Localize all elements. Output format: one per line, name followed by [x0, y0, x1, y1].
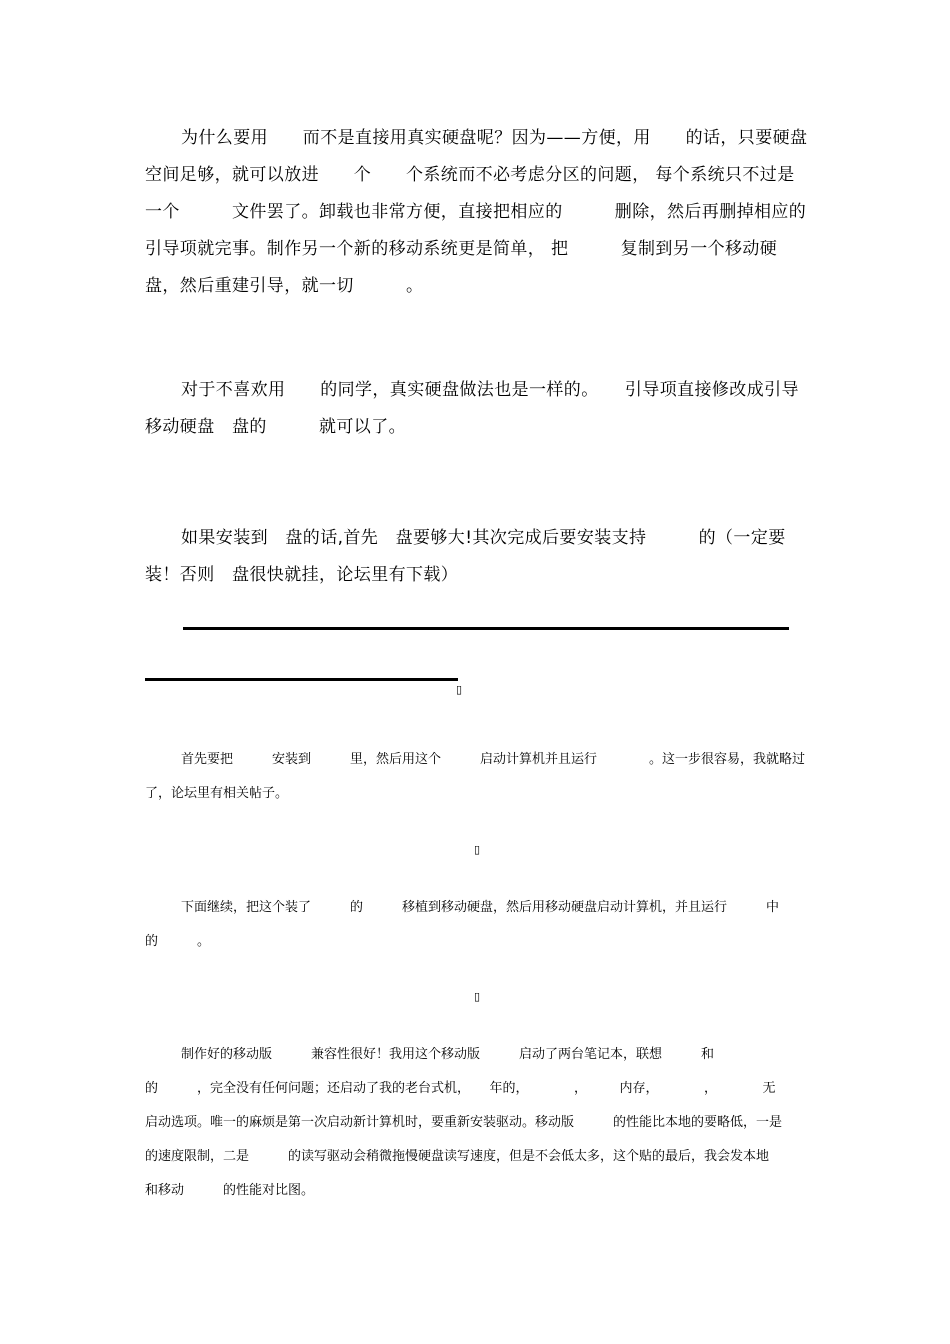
placeholder-marker: ▯ [474, 843, 481, 856]
placeholder-marker: ▯ [456, 683, 463, 696]
paragraph-first-step: 首先要把 安装到 里，然后用这个 启动计算机并且运行 。这一步很容易，我就略过了，论坛里有相关帖子。 [145, 752, 806, 801]
divider-line-1 [183, 627, 789, 630]
paragraph-why-virtual-disk: 为什么要用 而不是直接用真实硬盘呢？因为——方便，用 的话，只要硬盘空间足够，就可以放进 个 个系统而不必考虑分区的问题， 每个系统只不过是一个 文件罢了。卸载也非常方便，直接把相应的 删除，然后再删掉相应的 引导项就完事。制作另一个新的移动系统更是简单， 把 复制到另一个移动硬盘，然后重建引导，就一切 。 [145, 128, 859, 296]
paragraph-compatibility: 制作好的移动版 兼容性很好！我用这个移动版 启动了两台笔记本，联想 和 的 ，完全没有任何问题；还启动了我的老台式机， 年的， ， 内存， ， 无 启动选项。唯一的麻烦是第一次启动新计算机时，要重新安装驱动。移动版 的性能比本地的要略低，一是 的速度限制，二是 的读写驱动会稍微拖慢硬盘读写速度，但是不会低太多，这个贴的最后，我会发本地 和移动 的性能对比图。 [145, 1047, 835, 1198]
paragraph-continue: 下面继续，把这个装了 的 移植到移动硬盘，然后用移动硬盘启动计算机，并且运行 中的 。 [145, 900, 780, 949]
paragraph-install-drive: 如果安装到 盘的话,首先 盘要够大!其次完成后要安装支持 的（一定要装！否则 盘很快就挂，论坛里有下载） [145, 528, 786, 585]
divider-line-2 [145, 678, 458, 681]
placeholder-marker: ▯ [474, 990, 481, 1003]
paragraph-real-disk: 对于不喜欢用 的同学，真实硬盘做法也是一样的。 引导项直接修改成引导移动硬盘 盘的 就可以了。 [145, 380, 799, 437]
